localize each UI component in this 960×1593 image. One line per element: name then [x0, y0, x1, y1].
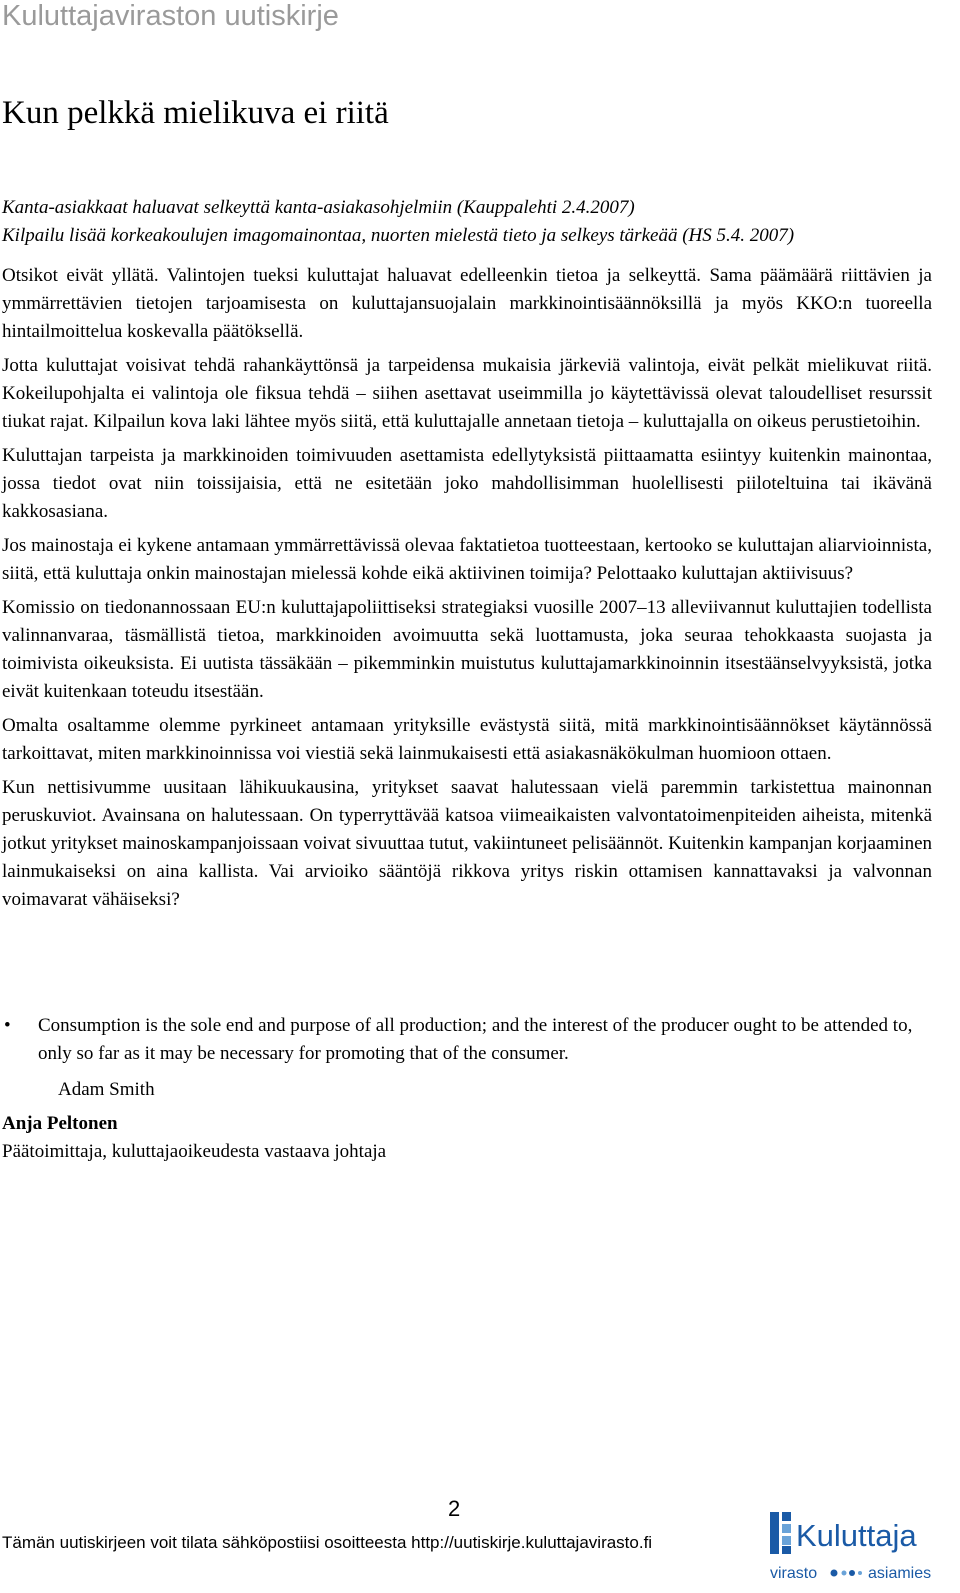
paragraph: Omalta osaltamme olemme pyrkineet antamaan yrityksille evästystä siitä, mitä markkinointisäännökset käytännössä tarkoittavat, miten markkinoinnissa voi viestiä sekä lainmukaisesti että asiakasnäkökulman huomioon ottaen. — [2, 715, 932, 764]
logo-line2-right: asiamies — [868, 1565, 932, 1582]
logo-line1: Kuluttaja — [796, 1518, 917, 1553]
bullet-icon: • — [4, 1015, 11, 1036]
reference-item: Kilpailu lisää korkeakoulujen imagomainontaa, nuorten mielestä tieto ja selkeys tärkeää (HS 5.4. 2007) — [2, 225, 795, 246]
quote-row — [2, 1012, 932, 1068]
paragraph: Jos mainostaja ei kykene antamaan ymmärrettävissä olevaa faktatietoa tuotteestaan, kertooko se kuluttajan aliarvioinnista, siitä, että kuluttaja onkin mainostajan mielessä kohde eikä aktiivinen toimija? Pelottaako kuluttajan aktiivisuus? — [2, 535, 932, 584]
newsletter-name: Kuluttajaviraston uutiskirje — [2, 0, 339, 32]
page-number: 2 — [448, 1496, 461, 1521]
kuluttaja-logo — [766, 1506, 948, 1586]
reference-list — [2, 194, 932, 250]
logo-dots — [831, 1570, 863, 1577]
quote-author: Adam Smith — [58, 1079, 155, 1100]
signature-title: Päätoimittaja, kuluttajaoikeudesta vastaava johtaja — [2, 1141, 387, 1162]
quote-block — [2, 1012, 932, 1104]
quote-text: Consumption is the sole end and purpose of all production; and the interest of the producer ought to be attended to, only so far as it may be necessary for promoting that of the consumer. — [38, 1015, 913, 1064]
paragraph: Otsikot eivät yllätä. Valintojen tueksi kuluttajat haluavat edelleenkin tietoa ja selkeyttä. Sama päämäärä riittävien ja ymmärrettävien tietojen tarjoamisesta on kuluttajansuojalain markkinointisäännöksillä ja myös KKO:n tuoreella hintailmoittelua koskevalla päätöksellä. — [2, 265, 932, 342]
paragraph: Kun nettisivumme uusitaan lähikuukausina, yritykset saavat halutessaan vielä paremmin tarkistettua mainonnan peruskuviot. Avainsana on halutessaan. On typerryttävää katsoa viimeaikaisten valvontatoimenpiteiden aiheista, mitenkä jotkut yritykset mainoskampanjoissaan voivat sivuuttaa tutut, vakiintuneet pelisäännöt. Kuitenkin kampanjan korjaaminen lainmukaiseksi on aina kallista. Vai arvioiko sääntöjä rikkova yritys riskin ottamisen kannattavaksi ja valvonnan voimavarat vähäiseksi? — [2, 777, 932, 910]
logo-line2-left: virasto — [770, 1565, 818, 1582]
subscribe-footer: Tämän uutiskirjeen voit tilata sähköpostiisi osoitteesta http://uutiskirje.kuluttajavirasto.fi — [2, 1533, 653, 1552]
paragraph: Kuluttajan tarpeista ja markkinoiden toimivuuden asettamista edellytyksistä piittaamatta esiintyy kuitenkin mainontaa, jossa tiedot ovat niin toissijaisia, että ne esitetään joko mahdollisimman huolellisesti piiloteltuina tai ikävänä kakkosasiana. — [2, 445, 932, 522]
reference-item: Kanta-asiakkaat haluavat selkeyttä kanta-asiakasohjelmiin (Kauppalehti 2.4.2007) — [2, 197, 635, 218]
logo-mark — [770, 1512, 791, 1554]
signature — [2, 1110, 386, 1166]
headline: Kun pelkkä mielikuva ei riitä — [2, 95, 389, 131]
signature-name: Anja Peltonen — [2, 1113, 118, 1134]
paragraph: Jotta kuluttajat voisivat tehdä rahankäyttönsä ja tarpeidensa mukaisia järkeviä valintoja, eivät pelkät mielikuvat riitä. Kokeilupohjalta ei valintoja ole fiksua tehdä – siihen asettavat useimmilla jo käytettävissä olevat taloudelliset resurssit tiukat rajat. Kilpailun kova laki lähtee myös siitä, että kuluttajalle annetaan tietoja – kuluttajalla on oikeus perustietoihin. — [2, 355, 932, 432]
article-body — [2, 262, 932, 920]
paragraph: Komissio on tiedonannossaan EU:n kuluttajapoliittiseksi strategiaksi vuosille 2007–13 alleviivannut kuluttajien todellista valinnanvaraa, täsmällistä tietoa, markkinoiden avoimuutta sekä luottamusta, joka seuraa tehokkaasta suojasta ja toimivista oikeuksista. Ei uutista tässäkään – pikemminkin muistutus kuluttajamarkkinoinnin itsestäänselvyyksistä, jotka eivät kuitenkaan toteudu itsestään. — [2, 597, 932, 702]
